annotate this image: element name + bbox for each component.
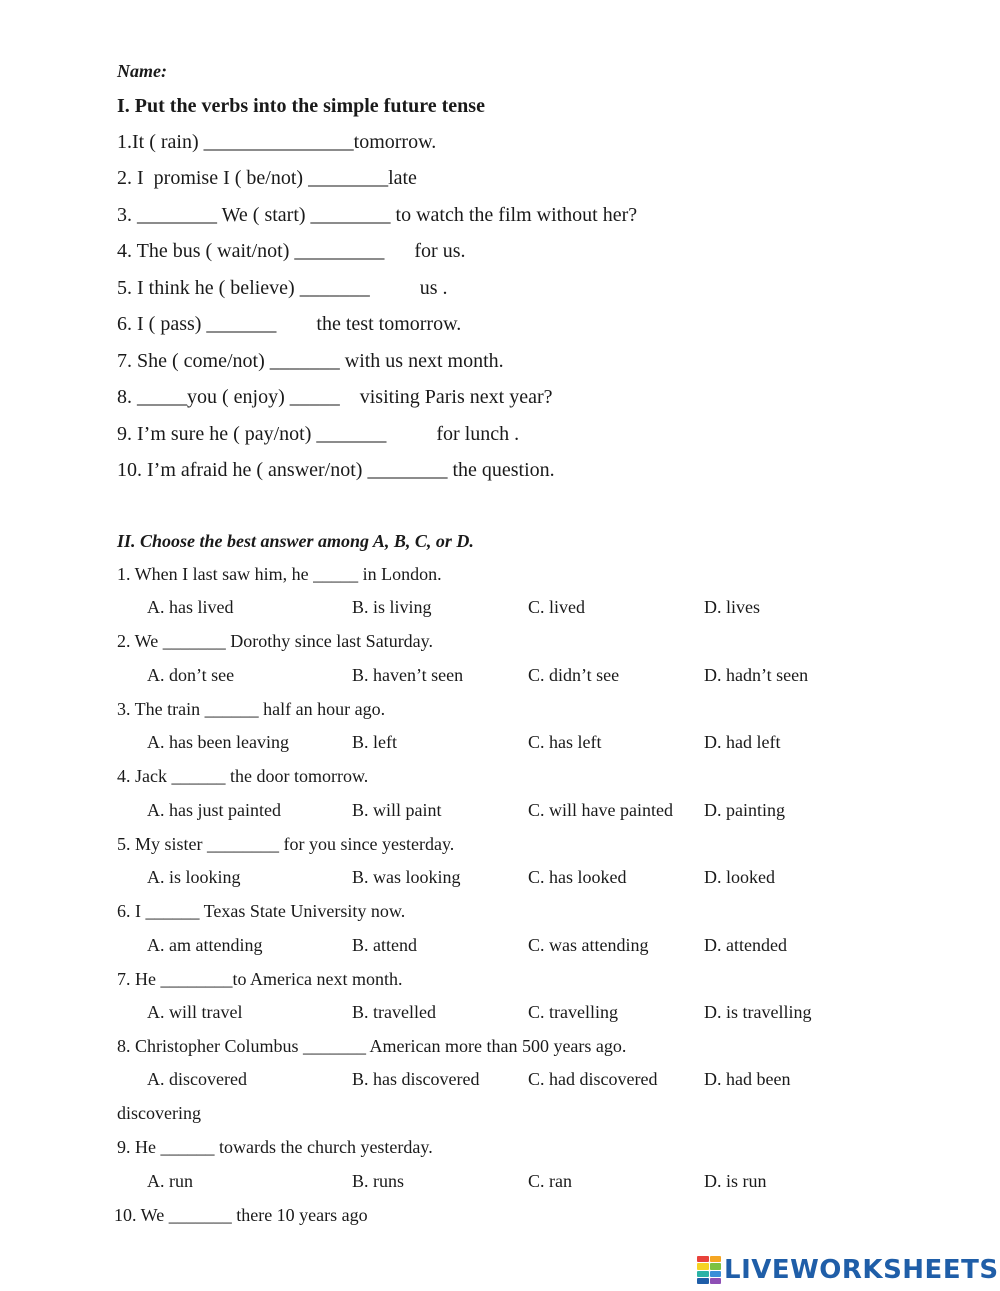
brand-name: LIVEWORKSHEETS	[724, 1255, 999, 1285]
option-d[interactable]: D. painting	[704, 800, 785, 820]
option-b[interactable]: B. has discovered	[352, 1069, 480, 1089]
part1-item: 6. I ( pass) _______ the test tomorrow.	[117, 313, 462, 335]
option-d[interactable]: D. is travelling	[704, 1002, 812, 1022]
option-b[interactable]: B. attend	[352, 935, 417, 955]
option-d[interactable]: D. attended	[704, 935, 787, 955]
part1-item: 8. _____you ( enjoy) _____ visiting Paris next year?	[117, 386, 553, 408]
option-c[interactable]: C. has looked	[528, 867, 627, 887]
part1-item: 9. I’m sure he ( pay/not) _______ for lunch .	[117, 423, 520, 445]
part1-item: 10. I’m afraid he ( answer/not) ________ the question.	[117, 459, 555, 481]
option-a[interactable]: A. has lived	[147, 597, 234, 617]
option-c[interactable]: C. travelling	[528, 1002, 618, 1022]
option-c[interactable]: C. didn’t see	[528, 665, 620, 685]
option-d[interactable]: D. is run	[704, 1171, 767, 1191]
question: 9. He ______ towards the church yesterday.	[117, 1137, 433, 1157]
option-b[interactable]: B. haven’t seen	[352, 665, 464, 685]
question: 4. Jack ______ the door tomorrow.	[117, 766, 369, 786]
option-d[interactable]: D. hadn’t seen	[704, 665, 809, 685]
question: 2. We _______ Dorothy since last Saturday.	[117, 631, 434, 651]
option-a[interactable]: A. run	[147, 1171, 193, 1191]
option-a[interactable]: A. has just painted	[147, 800, 281, 820]
option-b[interactable]: B. left	[352, 732, 397, 752]
option-a[interactable]: A. will travel	[147, 1002, 243, 1022]
option-d[interactable]: D. looked	[704, 867, 775, 887]
option-d-wrap: discovering	[117, 1103, 201, 1123]
question: 3. The train ______ half an hour ago.	[117, 699, 386, 719]
option-c[interactable]: C. had discovered	[528, 1069, 658, 1089]
part1-item: 4. The bus ( wait/not) _________ for us.	[117, 240, 466, 262]
option-b[interactable]: B. travelled	[352, 1002, 436, 1022]
option-b[interactable]: B. was looking	[352, 867, 461, 887]
part1-item: 3. ________ We ( start) ________ to watch the film without her?	[117, 204, 638, 226]
liveworksheets-logo[interactable]	[697, 1254, 999, 1286]
option-d[interactable]: D. lives	[704, 597, 760, 617]
option-b[interactable]: B. is living	[352, 597, 432, 617]
option-d[interactable]: D. had left	[704, 732, 781, 752]
option-c[interactable]: C. ran	[528, 1171, 572, 1191]
option-a[interactable]: A. has been leaving	[147, 732, 289, 752]
option-a[interactable]: A. don’t see	[147, 665, 235, 685]
liveworksheets-logo-icon	[697, 1256, 721, 1284]
option-a[interactable]: A. am attending	[147, 935, 263, 955]
part2-heading: II. Choose the best answer among A, B, C, or D.	[117, 531, 474, 551]
part1-item: 2. I promise I ( be/not) ________late	[117, 167, 417, 189]
part1-item: 5. I think he ( believe) _______ us .	[117, 277, 448, 299]
option-d[interactable]: D. had been	[704, 1069, 791, 1089]
name-label: Name:	[117, 61, 167, 81]
option-c[interactable]: C. has left	[528, 732, 602, 752]
question: 10. We _______ there 10 years ago	[114, 1205, 368, 1225]
question: 7. He ________to America next month.	[117, 969, 403, 989]
option-b[interactable]: B. runs	[352, 1171, 405, 1191]
question: 1. When I last saw him, he _____ in London.	[117, 564, 442, 584]
question: 8. Christopher Columbus _______ American more than 500 years ago.	[117, 1036, 627, 1056]
question: 5. My sister ________ for you since yesterday.	[117, 834, 455, 854]
option-a[interactable]: A. is looking	[147, 867, 241, 887]
option-c[interactable]: C. was attending	[528, 935, 649, 955]
option-b[interactable]: B. will paint	[352, 800, 442, 820]
part1-heading: I. Put the verbs into the simple future tense	[117, 95, 485, 117]
part1-item: 1.It ( rain) _______________tomorrow.	[117, 131, 437, 153]
option-a[interactable]: A. discovered	[147, 1069, 247, 1089]
option-c[interactable]: C. lived	[528, 597, 585, 617]
option-c[interactable]: C. will have painted	[528, 800, 673, 820]
part1-item: 7. She ( come/not) _______ with us next month.	[117, 350, 504, 372]
question: 6. I ______ Texas State University now.	[117, 901, 406, 921]
